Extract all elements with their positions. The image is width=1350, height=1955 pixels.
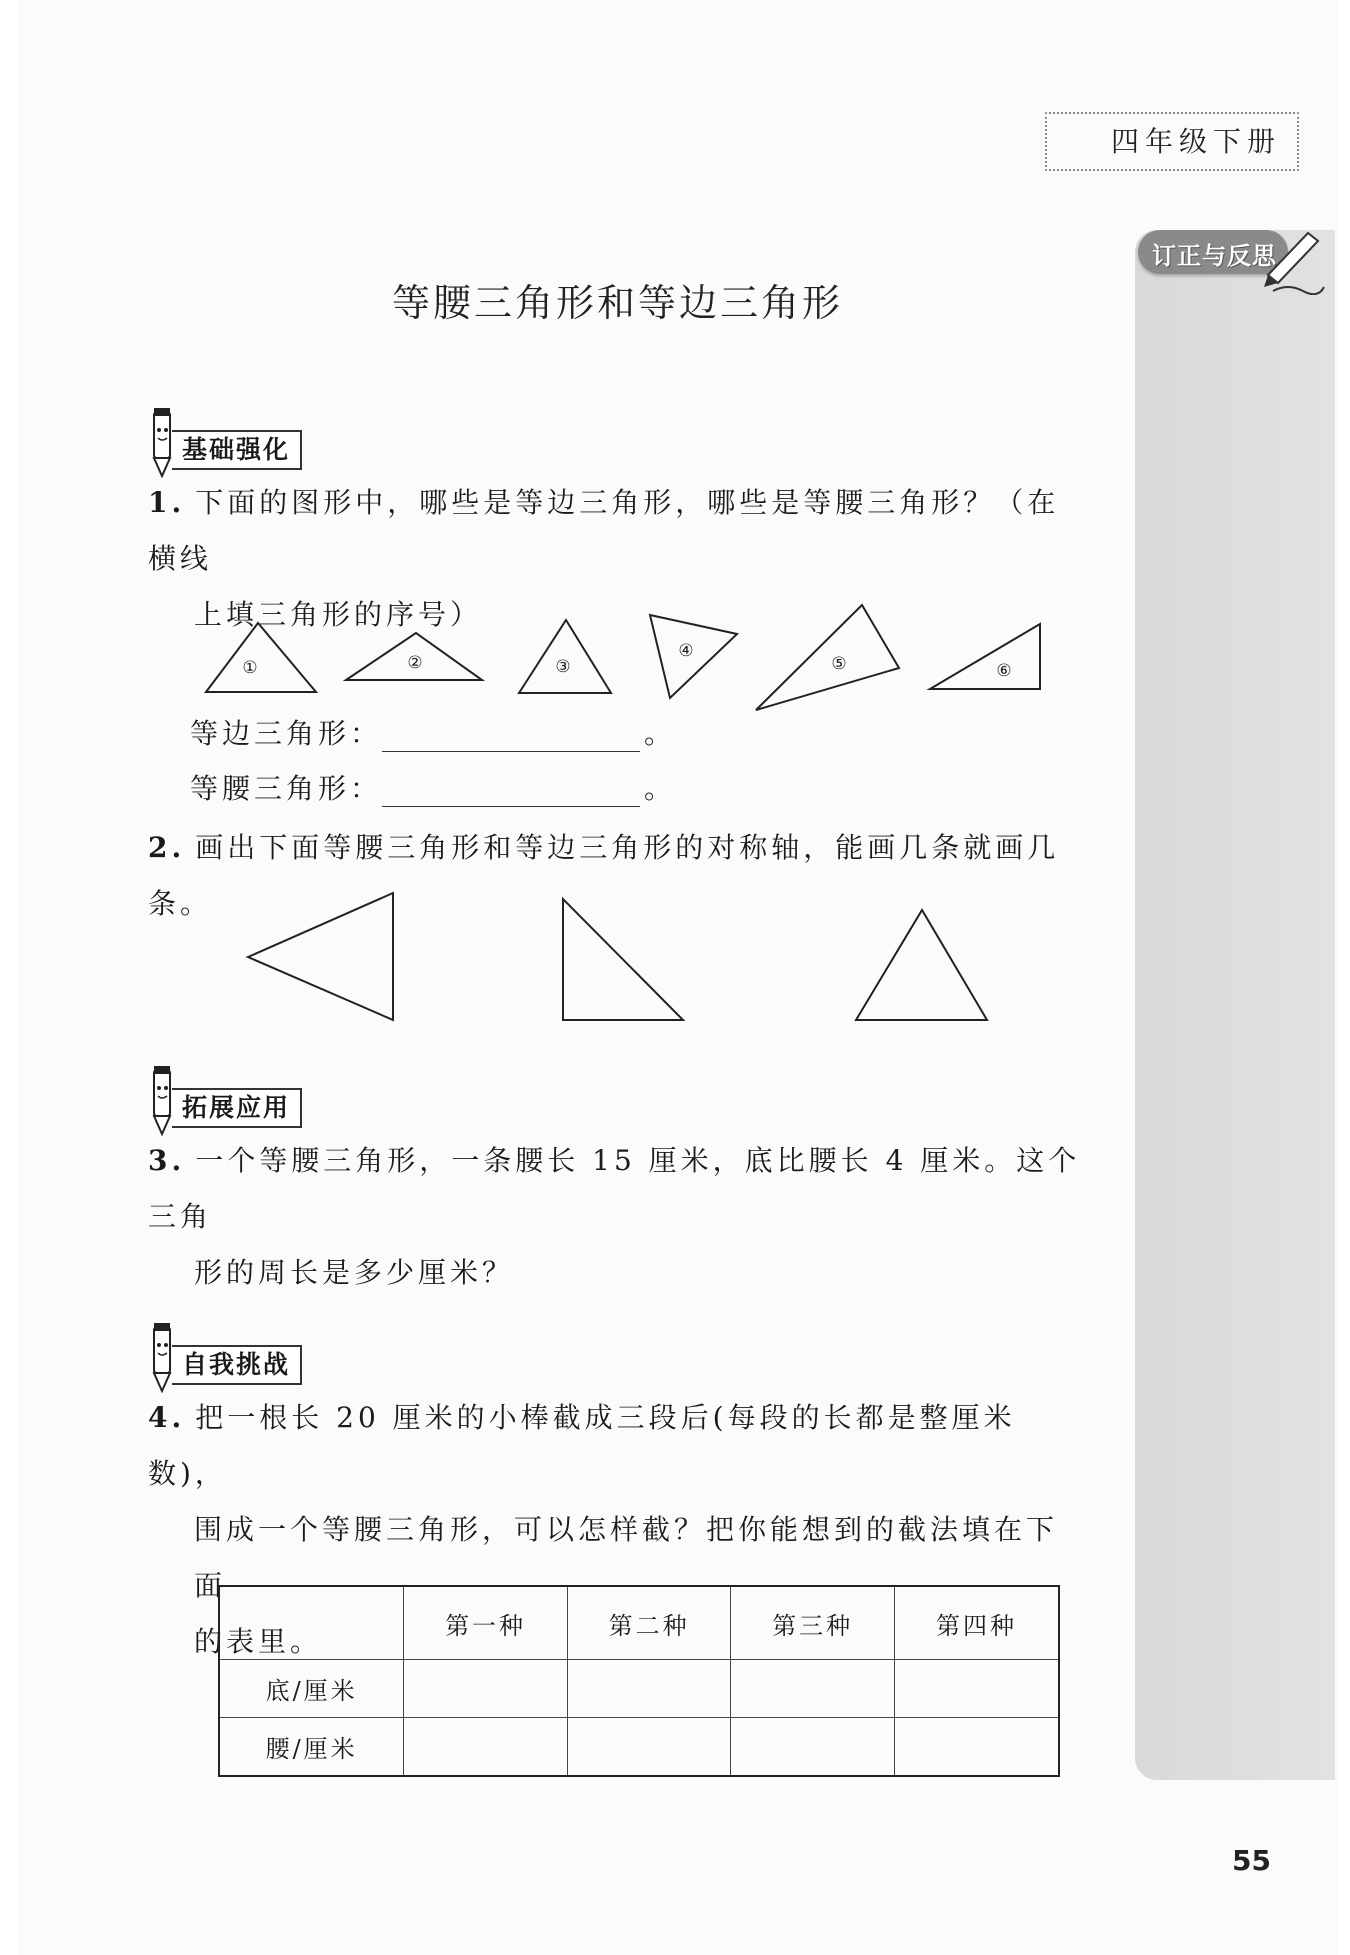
question-3-text-line2: 形的周长是多少厘米？ <box>194 1256 515 1289</box>
question-4-text-line3: 的表里。 <box>194 1625 323 1658</box>
triangle-label-1: ① <box>242 658 258 678</box>
table-row <box>219 1660 1059 1718</box>
question-1-number: 1. <box>148 486 186 519</box>
isosceles-label: 等腰三角形： <box>190 772 383 805</box>
triangle-label-5: ⑤ <box>831 654 847 674</box>
table-header-cell: 第四种 <box>894 1586 1059 1660</box>
isosceles-answer-blank[interactable] <box>382 776 640 807</box>
isosceles-end-mark: 。 <box>644 772 677 805</box>
table-row-label: 腰/厘米 <box>219 1718 404 1777</box>
answer-table <box>218 1585 1060 1777</box>
question-3-text-line1: 一个等腰三角形，一条腰长 15 厘米，底比腰长 4 厘米。这个三角 <box>148 1144 1081 1233</box>
equilateral-answer-row <box>190 712 676 752</box>
triangle-label-3: ③ <box>555 657 571 677</box>
table-row-label: 底/厘米 <box>219 1660 404 1718</box>
table-cell[interactable] <box>404 1718 568 1777</box>
question-4-text-line1: 把一根长 20 厘米的小棒截成三段后(每段的长都是整厘米数)， <box>148 1401 1016 1490</box>
page-number: 55 <box>1232 1844 1271 1877</box>
table-header-row <box>219 1586 1059 1660</box>
table-header-cell: 第三种 <box>731 1586 895 1660</box>
question-2-number: 2. <box>148 831 186 864</box>
question-2 <box>148 820 1088 932</box>
triangle-5 <box>756 605 899 710</box>
section-extend-label: 拓展应用 <box>172 1088 302 1128</box>
triangle-label-6: ⑥ <box>996 661 1012 681</box>
question-1-text-line1: 下面的图形中，哪些是等边三角形，哪些是等腰三角形？（在横线 <box>148 486 1060 575</box>
isosceles-answer-row <box>190 767 676 807</box>
page-title: 等腰三角形和等边三角形 <box>391 281 843 325</box>
section-challenge <box>148 1335 328 1395</box>
section-extend <box>148 1078 328 1138</box>
table-cell[interactable] <box>894 1718 1059 1777</box>
table-header-cell: 第一种 <box>404 1586 568 1660</box>
question-4-text-line2: 围成一个等腰三角形，可以怎样截？把你能想到的截法填在下面 <box>194 1513 1059 1602</box>
question-3 <box>148 1133 1088 1301</box>
triangle-label-4: ④ <box>678 641 694 661</box>
section-challenge-label: 自我挑战 <box>172 1345 302 1385</box>
table-cell[interactable] <box>404 1660 568 1718</box>
table-row <box>219 1718 1059 1777</box>
section-basic-label: 基础强化 <box>172 430 302 470</box>
reflection-tab-label: 订正与反思 <box>1152 242 1277 270</box>
equilateral-answer-blank[interactable] <box>382 721 640 752</box>
triangle-label-2: ② <box>407 653 423 673</box>
table-cell[interactable] <box>894 1660 1059 1718</box>
grade-label: 四年级下册 <box>1110 125 1281 158</box>
table-header-cell: 第二种 <box>567 1586 731 1660</box>
question-2-text: 画出下面等腰三角形和等边三角形的对称轴，能画几条就画几条。 <box>148 831 1060 920</box>
question-4-number: 4. <box>148 1401 186 1434</box>
equilateral-label: 等边三角形： <box>190 717 383 750</box>
table-cell[interactable] <box>567 1718 731 1777</box>
question-3-number: 3. <box>148 1144 186 1177</box>
question-1-text-line2: 上填三角形的序号） <box>194 598 483 631</box>
table-cell[interactable] <box>567 1660 731 1718</box>
equilateral-end-mark: 。 <box>644 717 677 750</box>
table-header-cell <box>219 1586 404 1660</box>
table-cell[interactable] <box>731 1660 895 1718</box>
triangle-6 <box>930 624 1040 689</box>
table-cell[interactable] <box>731 1718 895 1777</box>
triangle-1 <box>206 623 316 692</box>
